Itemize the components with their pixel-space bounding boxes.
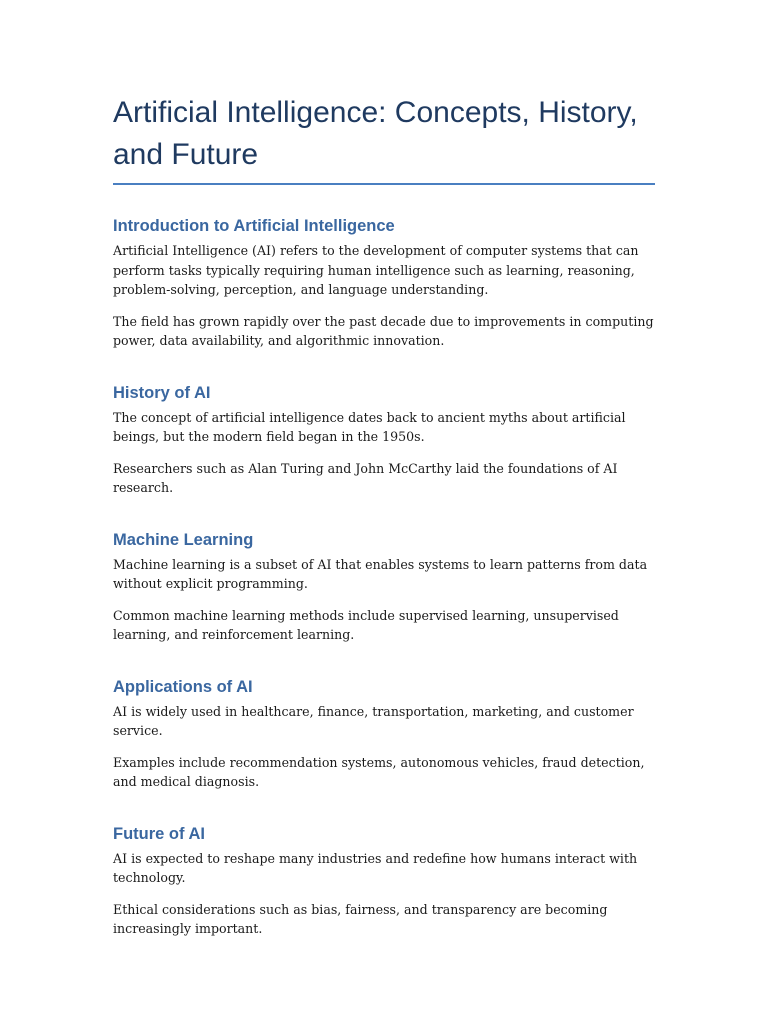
paragraph: Machine learning is a subset of AI that enables systems to learn patterns from data without explicit programming. — [113, 556, 648, 591]
paragraph: Common machine learning methods include supervised learning, unsupervised learning, and reinforcement learning. — [113, 607, 619, 642]
section-heading: Introduction to Artificial Intelligence — [113, 217, 395, 235]
paragraph: The field has grown rapidly over the past decade due to improvements in computing power, data availability, and algorithmic innovation. — [113, 313, 654, 348]
paragraph: Researchers such as Alan Turing and John McCarthy laid the foundations of AI research. — [113, 460, 618, 495]
paragraph: AI is widely used in healthcare, finance, transportation, marketing, and customer service. — [113, 703, 634, 738]
paragraph: AI is expected to reshape many industries and redefine how humans interact with technology. — [113, 850, 638, 885]
document-title: Artificial Intelligence: Concepts, History, and Future — [113, 92, 655, 185]
paragraph: The concept of artificial intelligence dates back to ancient myths about artificial beings, but the modern field began in the 1950s. — [113, 409, 626, 444]
document-page — [113, 92, 655, 939]
paragraph: Ethical considerations such as bias, fairness, and transparency are becoming increasingly important. — [113, 901, 608, 936]
section-future — [113, 824, 655, 939]
section-introduction — [113, 216, 655, 351]
section-heading: Machine Learning — [113, 530, 254, 549]
section-machine-learning — [113, 530, 655, 645]
section-applications — [113, 677, 655, 792]
paragraph: Examples include recommendation systems, autonomous vehicles, fraud detection, and medical diagnosis. — [113, 754, 645, 789]
section-history — [113, 383, 655, 498]
paragraph: Artificial Intelligence (AI) refers to the development of computer systems that can perform tasks typically requiring human intelligence such as learning, reasoning, problem-solving, perception, and language understanding. — [113, 243, 639, 297]
section-heading: Applications of AI — [113, 677, 253, 696]
section-heading: Future of AI — [113, 824, 205, 843]
section-heading: History of AI — [113, 383, 211, 402]
